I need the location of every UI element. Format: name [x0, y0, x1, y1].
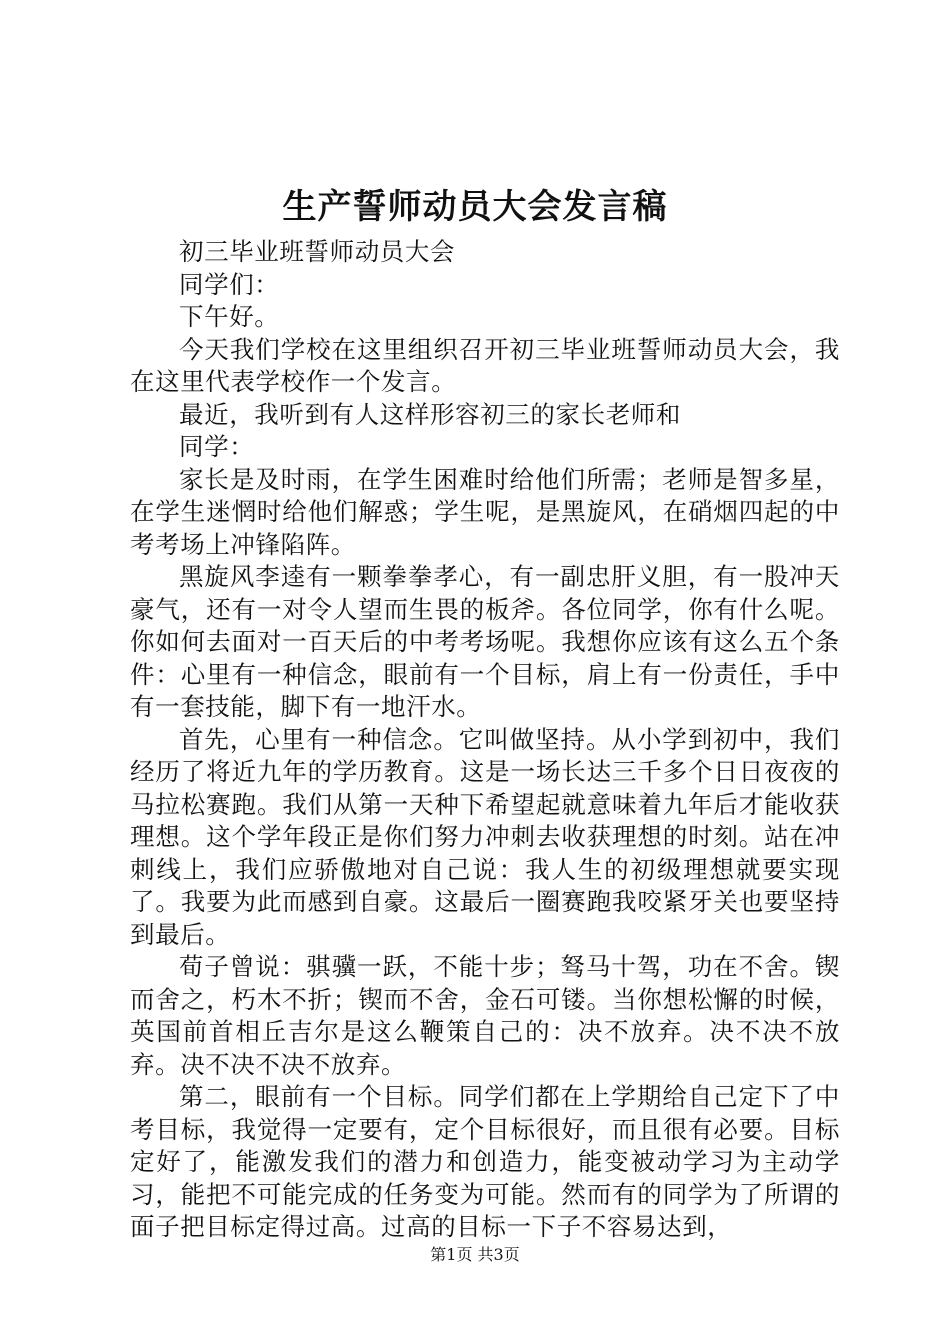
paragraph-five-conditions: 黑旋风李逵有一颗拳拳孝心，有一副忠肝义胆，有一股冲天豪气，还有一对令人望而生畏的板斧。各位同学，你有什么呢。你如何去面对一百天后的中考考场呢。我想你应该有这么五个条件：心里有一种信念，眼前有一个目标，肩上有一份责任，手中有一套技能，脚下有一地汗水。 [130, 562, 840, 721]
paragraph-meeting-name: 初三毕业班誓师动员大会 [179, 237, 456, 266]
paragraph-opening: 今天我们学校在这里组织召开初三毕业班誓师动员大会，我在这里代表学校作一个发言。 [130, 334, 840, 396]
paragraph-salutation: 同学们： [179, 269, 280, 299]
page-footer: 第1页 共3页 [430, 1245, 520, 1264]
paragraph-belief: 首先，心里有一种信念。它叫做坚持。从小学到初中，我们经历了将近九年的学历教育。这是一场长达三千多个日日夜夜的马拉松赛跑。我们从第一天种下希望起就意味着九年后才能收获理想。这个学年段正是你们努力冲刺去收获理想的时刻。站在冲刺线上，我们应骄傲地对自己说：我人生的初级理想就要实现了。我要为此而感到自豪。这最后一圈赛跑我咬紧牙关也要坚持到最后。 [130, 724, 840, 949]
document-title: 生产誓师动员大会发言稿 [282, 187, 668, 227]
paragraph-greeting: 下午好。 [179, 302, 280, 331]
paragraph-goal: 第二，眼前有一个目标。同学们都在上学期给自己定下了中考目标，我觉得一定要有，定个目标很好，而且很有必要。目标定好了，能激发我们的潜力和创造力，能变被动学习为主动学习，能把不可能完成的任务变为可能。然而有的同学为了所谓的面子把目标定得过高。过高的目标一下子不容易达到， [130, 1082, 840, 1241]
paragraph-recent: 最近，我听到有人这样形容初三的家长老师和 [179, 399, 681, 429]
paragraph-students: 同学： [179, 432, 255, 461]
paragraph-xunzi: 荀子曾说：骐骥一跃，不能十步；驽马十驾，功在不舍。锲而舍之，朽木不折；锲而不舍，金石可镂。当你想松懈的时候，英国前首相丘吉尔是这么鞭策自己的：决不放弃。决不决不放弃。决不决不决不放弃。 [130, 952, 840, 1079]
paragraph-metaphor: 家长是及时雨，在学生困难时给他们所需；老师是智多星，在学生迷惘时给他们解惑；学生呢，是黑旋风，在硝烟四起的中考考场上冲锋陷阵。 [130, 464, 840, 559]
document-body [130, 236, 840, 1244]
